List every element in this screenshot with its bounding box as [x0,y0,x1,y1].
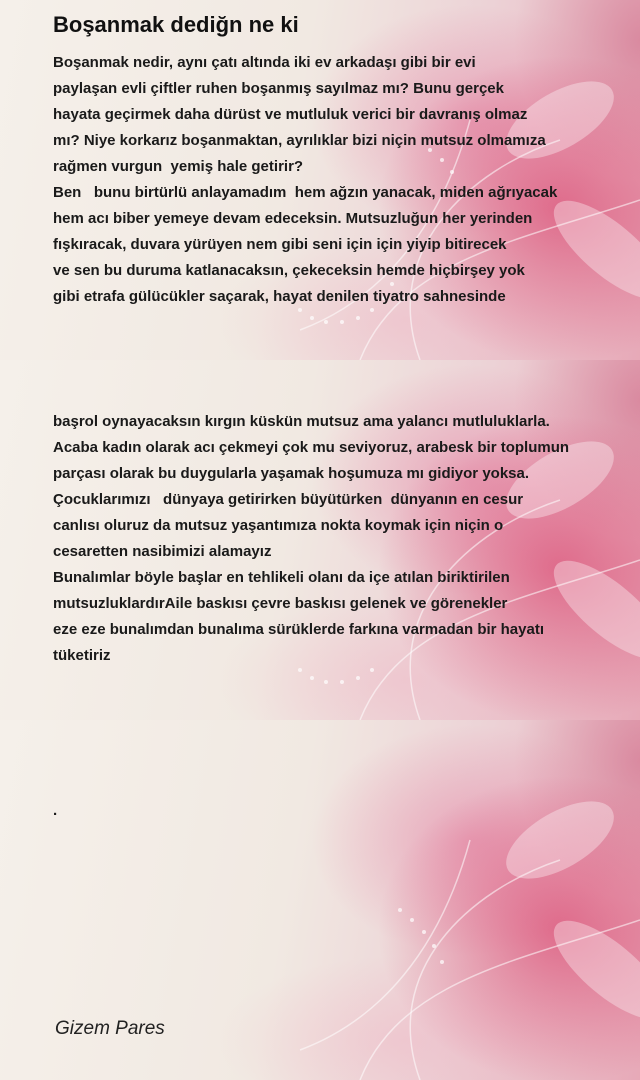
poem-line: canlısı oluruz da mutsuz yaşantımıza nokta koymak için niçin o [53,517,504,534]
poem-line: ve sen bu duruma katlanacaksın, çekeceksin hemde hiçbirşey yok [53,262,525,279]
poem-text-page-3: . [53,802,58,819]
poem-text-page-1 [53,50,557,310]
poem-line: tüketiriz [53,647,111,664]
poem-title: Boşanmak dediğn ne ki [53,12,299,37]
poem-line: mı? Niye korkarız boşanmaktan, ayrılıklar bizi niçin mutsuz olmamıza [53,132,546,149]
poem-page-3 [0,720,640,1080]
poem-line: paylaşan evli çiftler ruhen boşanmış sayılmaz mı? Bunu gerçek [53,80,504,97]
poem-line: Bunalımlar böyle başlar en tehlikeli olanı da içe atılan biriktirilen [53,569,510,586]
poem-line: hayata geçirmek daha dürüst ve mutluluk verici bir davranış olmaz [53,106,528,123]
poem-line: Boşanmak nedir, aynı çatı altında iki ev arkadaşı gibi bir evi [53,54,476,71]
poem-line: Çocuklarımızı dünyaya getirirken büyütürken dünyanın en cesur [53,491,524,508]
poem-line: cesaretten nasibimizi alamayız [53,543,272,560]
poem-line: rağmen vurgun yemiş hale getirir? [53,158,304,175]
poem-text-page-2 [53,409,569,669]
poem-page-1 [0,0,640,360]
poem-line: Acaba kadın olarak acı çekmeyi çok mu seviyoruz, arabesk bir toplumun [53,439,570,456]
poem-line: başrol oynayacaksın kırgın küskün mutsuz ama yalancı mutluluklarla. [53,413,550,430]
poem-line: hem acı biber yemeye devam edeceksin. Mutsuzluğun her yerinden [53,210,533,227]
poem-line: Ben bunu birtürlü anlayamadım hem ağzın yanacak, miden ağrıyacak [53,184,558,201]
poem-line: parçası olarak bu duygularla yaşamak hoşumuza mı gidiyor yoksa. [53,465,530,482]
poem-page-2 [0,360,640,720]
poem-line: eze eze bunalımdan bunalıma sürüklerde farkına varmadan bir hayatı [53,621,545,638]
poem-author: Gizem Pares [55,1018,165,1039]
poem-line: mutsuzluklardırAile baskısı çevre baskısı gelenek ve görenekler [53,595,508,612]
poem-line: gibi etrafa gülücükler saçarak, hayat denilen tiyatro sahnesinde [53,288,506,305]
poem-line: fışkıracak, duvara yürüyen nem gibi seni için için yiyip bitirecek [53,236,507,253]
